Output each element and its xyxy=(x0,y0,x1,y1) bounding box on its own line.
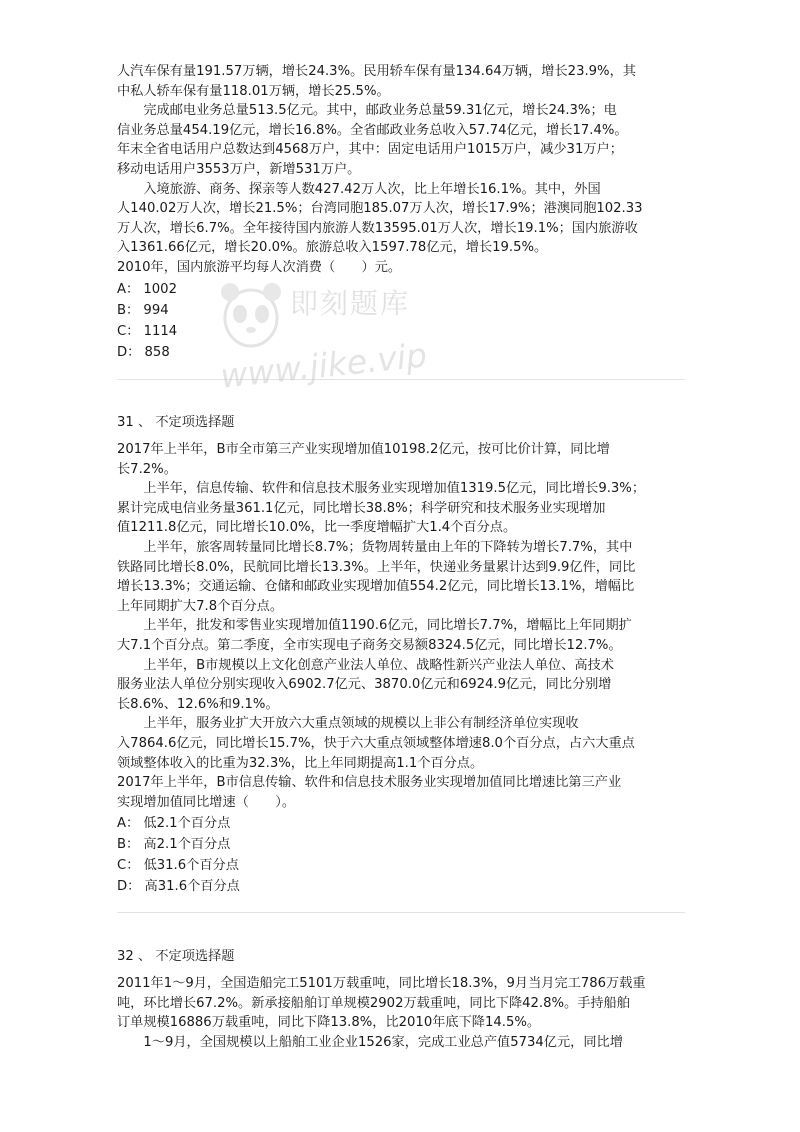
divider xyxy=(117,912,685,913)
option-b[interactable]: B： 994 xyxy=(117,303,169,318)
passage-line: 订单规模16886万载重吨，同比下降13.8%，比2010年底下降14.5%。 xyxy=(117,1015,541,1031)
passage-line: 2011年1～9月，全国造船完工5101万载重吨，同比增长18.3%，9月当月完工786万载重 xyxy=(117,976,646,991)
passage-line: 万人次，增长6.7%。全年接待国内旅游人数13595.01万人次，增长19.1%；国内旅游收 xyxy=(117,220,638,236)
passage-line: 累计完成电信业务量361.1亿元，同比增长38.8%；科学研究和技术服务业实现增加 xyxy=(117,500,606,516)
passage-line: 领域整体收入的比重为32.3%，比上年同期提高1.1个百分点。 xyxy=(117,755,484,771)
passage-line: 长8.6%、12.6%和9.1%。 xyxy=(117,696,279,712)
option-c[interactable]: C： 1114 xyxy=(117,324,178,339)
watermark-url: www.jike.vip xyxy=(218,335,429,396)
q30-options xyxy=(117,279,687,363)
question-heading: 31 、 不定项选择题 xyxy=(117,415,235,430)
passage-line: 完成邮电业务总量513.5亿元。其中，邮政业务总量59.31亿元，增长24.3%；电 xyxy=(117,103,617,119)
passage-line: 上半年，B市规模以上文化创意产业法人单位、战略性新兴产业法人单位、高技术 xyxy=(117,657,614,673)
passage-line: 入7864.6亿元，同比增长15.7%，快于六大重点领域整体增速8.0个百分点，占六大重点 xyxy=(117,735,635,751)
passage-line: 上半年，批发和零售业实现增加值1190.6亿元，同比增长7.7%，增幅比上年同期扩 xyxy=(117,618,632,634)
passage-line: 值1211.8亿元，同比增长10.0%，比一季度增幅扩大1.4个百分点。 xyxy=(117,520,517,536)
option-b[interactable]: B： 高2.1个百分点 xyxy=(117,837,231,852)
passage-line: 入境旅游、商务、探亲等人数427.42万人次，比上年增长16.1%。其中，外国 xyxy=(117,181,601,197)
passage-line: 吨，环比增长67.2%。新承接船舶订单规模2902万载重吨，同比下降42.8%。手持船舶 xyxy=(117,995,630,1011)
passage-line: 1～9月，全国规模以上船舶工业企业1526家，完成工业总产值5734亿元，同比增 xyxy=(117,1034,623,1050)
divider xyxy=(117,379,685,380)
passage-line: 上年同期扩大7.8个百分点。 xyxy=(117,598,284,614)
passage-line: 服务业法人单位分别实现收入6902.7亿元、3870.0亿元和6924.9亿元，同比分别增 xyxy=(117,677,612,693)
q31-options xyxy=(117,813,687,897)
passage-line: 信业务总量454.19亿元，增长16.8%。全省邮政业务总收入57.74亿元，增长17.4%。 xyxy=(117,122,628,138)
option-d[interactable]: D： 858 xyxy=(117,345,170,360)
q32-heading-block xyxy=(117,947,687,967)
passage-line: 铁路同比增长8.0%，民航同比增长13.3%。上半年，快递业务量累计达到9.9亿件，同比 xyxy=(117,559,636,575)
option-a[interactable]: A： 低2.1个百分点 xyxy=(117,816,231,831)
passage-line: 上半年，旅客周转量同比增长8.7%；货物周转量由上年的下降转为增长7.7%，其中 xyxy=(117,539,633,555)
passage-line: 入1361.66亿元，增长20.0%。旅游总收入1597.78亿元，增长19.5%。 xyxy=(117,240,548,256)
passage-line: 移动电话用户3553万户，新增531万户。 xyxy=(117,161,361,177)
question-stem: 2017年上半年，B市信息传输、软件和信息技术服务业实现增加值同比增速比第三产业 xyxy=(117,775,622,791)
q32-passage xyxy=(117,974,687,1052)
passage-line: 人汽车保有量191.57万辆，增长24.3%。民用轿车保有量134.64万辆，增长23.9%，其 xyxy=(117,64,636,79)
option-a[interactable]: A： 1002 xyxy=(117,282,177,297)
question-heading: 32 、 不定项选择题 xyxy=(117,949,235,964)
q30-passage xyxy=(117,62,687,278)
passage-line: 中私人轿车保有量118.01万辆，增长25.5%。 xyxy=(117,83,390,99)
passage-line: 上半年，服务业扩大开放六大重点领域的规模以上非公有制经济单位实现收 xyxy=(117,716,579,732)
passage-line: 大7.1个百分点。第二季度，全市实现电子商务交易额8324.5亿元，同比增长12.7%。 xyxy=(117,637,622,653)
passage-line: 2017年上半年，B市全市第三产业实现增加值10198.2亿元，按可比价计算，同比增 xyxy=(117,442,610,457)
question-stem: 2010年，国内旅游平均每人次消费（ ）元。 xyxy=(117,259,402,275)
option-d[interactable]: D： 高31.6个百分点 xyxy=(117,879,240,894)
option-c[interactable]: C： 低31.6个百分点 xyxy=(117,858,239,873)
passage-line: 年末全省电话用户总数达到4568万户，其中：固定电话用户1015万户，减少31万户； xyxy=(117,142,623,158)
passage-line: 长7.2%。 xyxy=(117,461,177,477)
question-stem: 实现增加值同比增速（ ）。 xyxy=(117,794,296,810)
watermark-brand: 即刻题库 xyxy=(290,287,411,320)
q31-heading-block xyxy=(117,413,687,433)
passage-line: 增长13.3%；交通运输、仓储和邮政业实现增加值554.2亿元，同比增长13.1%，增幅比 xyxy=(117,579,635,595)
passage-line: 人140.02万人次，增长21.5%；台湾同胞185.07万人次，增长17.9%；港澳同胞102.33 xyxy=(117,201,643,217)
passage-line: 上半年，信息传输、软件和信息技术服务业实现增加值1319.5亿元，同比增长9.3%； xyxy=(117,481,646,497)
q31-passage xyxy=(117,440,687,812)
